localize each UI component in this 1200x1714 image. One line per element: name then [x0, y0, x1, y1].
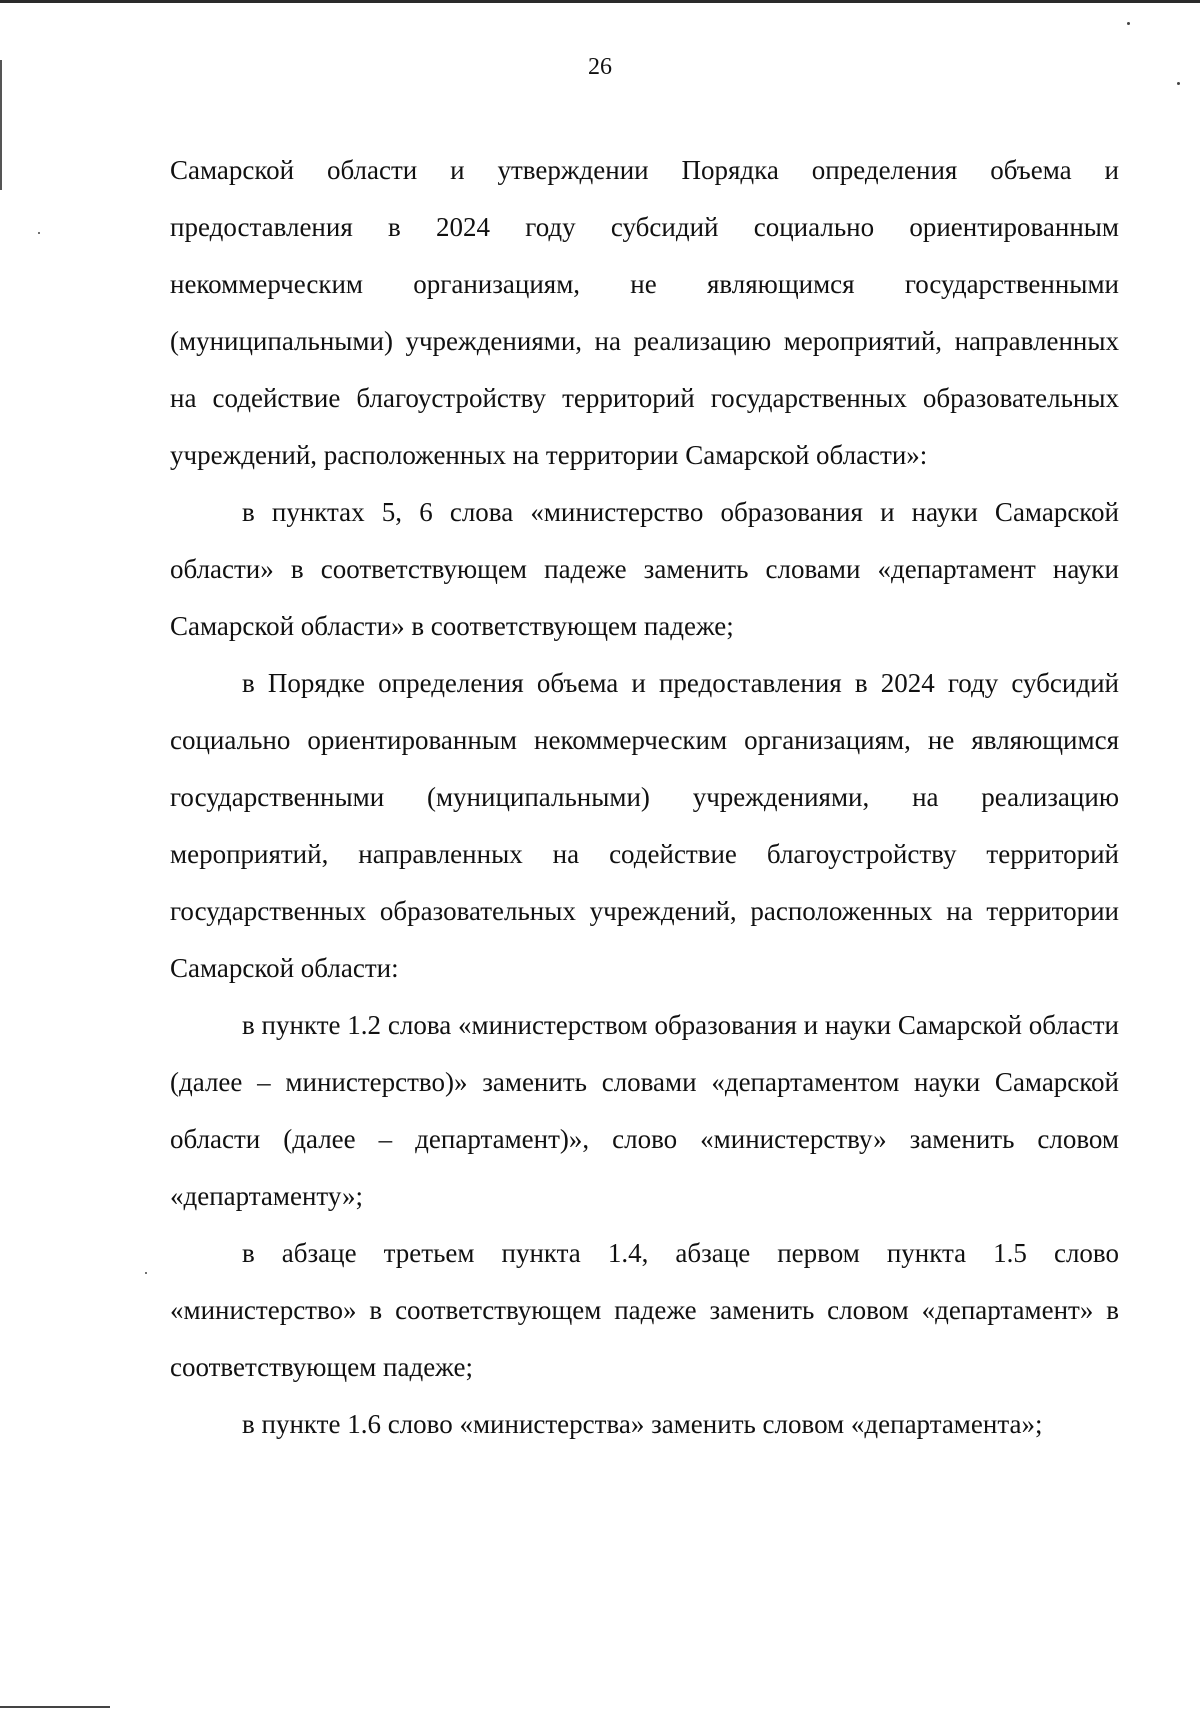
scan-top-edge: [0, 0, 1200, 3]
paragraph-procedure: в Порядке определения объема и предоставления в 2024 году субсидий социально ориентированным некоммерческим организациям, не являющимся государственными (муниципальными) учреждениями, на реализацию мероприятий, направленных на содействие благоустройству территорий государственных образовательных учреждений, расположенных на территории Самарской области:: [170, 668, 1119, 983]
scan-speck: [38, 232, 40, 234]
page-number: 26: [588, 54, 612, 80]
paragraph-continuation: Самарской области и утверждении Порядка определения объема и предоставления в 2024 году субсидий социально ориентированным некоммерческим организациям, не являющимся государственными (муниципальными) учреждениями, на реализацию мероприятий, направленных на содействие благоустройству территорий государственных образовательных учреждений, расположенных на территории Самарской области»:: [170, 155, 1119, 470]
scan-bottom-edge: [0, 1706, 110, 1708]
document-body: [170, 142, 1119, 1453]
scan-speck: [1177, 82, 1180, 85]
paragraph-items-5-6: в пунктах 5, 6 слова «министерство образования и науки Самарской области» в соответствующем падеже заменить словами «департамент науки Самарской области» в соответствующем падеже;: [170, 497, 1119, 641]
scan-speck: [1127, 22, 1130, 25]
scan-speck: [145, 1272, 147, 1274]
paragraph-item-1-6: в пункте 1.6 слово «министерства» заменить словом «департамента»;: [242, 1409, 1043, 1439]
paragraph-items-1-4-1-5: в абзаце третьем пункта 1.4, абзаце первом пункта 1.5 слово «министерство» в соответствующем падеже заменить словом «департамент» в соответствующем падеже;: [170, 1238, 1119, 1382]
paragraph-item-1-2: в пункте 1.2 слова «министерством образования и науки Самарской области (далее – министерство)» заменить словами «департаментом науки Самарской области (далее – департамент)», слово «министерству» заменить словом «департаменту»;: [170, 1010, 1119, 1211]
